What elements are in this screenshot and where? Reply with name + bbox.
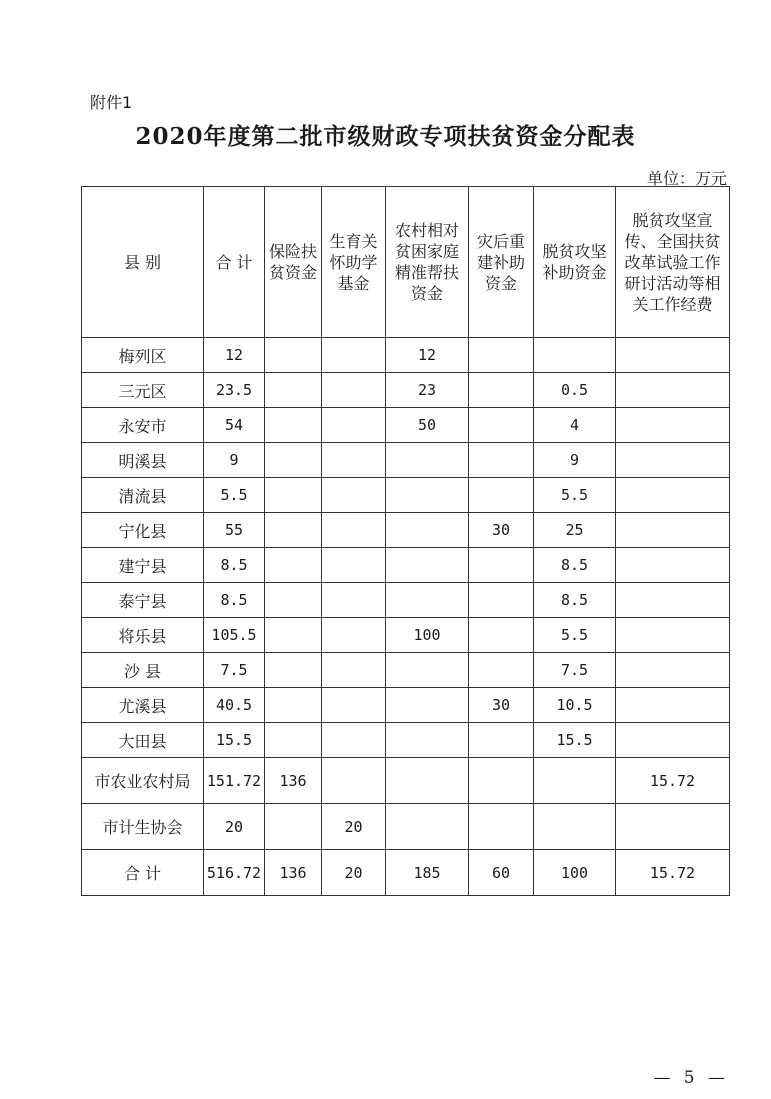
- cell-total: 5.5: [204, 478, 265, 513]
- cell-poverty-subsidy: 8.5: [534, 583, 616, 618]
- table-row: [82, 583, 730, 618]
- cell-birth-care: [322, 513, 386, 548]
- cell-disaster-rebuild: [469, 653, 534, 688]
- table-row: [82, 443, 730, 478]
- cell-publicity: [616, 373, 730, 408]
- cell-birth-care: [322, 723, 386, 758]
- cell-publicity: [616, 548, 730, 583]
- table-body: [82, 338, 730, 896]
- cell-total: 516.72: [204, 850, 265, 896]
- table-row: [82, 478, 730, 513]
- cell-insurance: [265, 513, 322, 548]
- table-row: [82, 618, 730, 653]
- cell-total: 20: [204, 804, 265, 850]
- cell-poverty-subsidy: 10.5: [534, 688, 616, 723]
- cell-disaster-rebuild: [469, 758, 534, 804]
- header-birth-care-fund: 生育关怀助学基金: [322, 187, 386, 338]
- table-row: [82, 338, 730, 373]
- cell-insurance: [265, 804, 322, 850]
- cell-poverty-subsidy: [534, 338, 616, 373]
- cell-poverty-subsidy: 8.5: [534, 548, 616, 583]
- cell-poverty-subsidy: 5.5: [534, 618, 616, 653]
- cell-publicity: [616, 408, 730, 443]
- cell-rural-assistance: [386, 688, 469, 723]
- cell-insurance: [265, 548, 322, 583]
- cell-publicity: [616, 688, 730, 723]
- cell-insurance: [265, 443, 322, 478]
- cell-insurance: 136: [265, 758, 322, 804]
- allocation-table: [81, 186, 730, 896]
- cell-insurance: [265, 653, 322, 688]
- cell-county: 市农业农村局: [82, 758, 204, 804]
- cell-insurance: [265, 478, 322, 513]
- cell-total: 9: [204, 443, 265, 478]
- cell-publicity: [616, 804, 730, 850]
- cell-total: 40.5: [204, 688, 265, 723]
- cell-county: 将乐县: [82, 618, 204, 653]
- cell-rural-assistance: [386, 478, 469, 513]
- cell-disaster-rebuild: [469, 618, 534, 653]
- cell-birth-care: [322, 338, 386, 373]
- cell-publicity: 15.72: [616, 850, 730, 896]
- table-row: [82, 548, 730, 583]
- cell-poverty-subsidy: 4: [534, 408, 616, 443]
- unit-label: 单位：万元: [646, 169, 727, 188]
- document-title: 2020年度第二批市级财政专项扶贫资金分配表: [135, 123, 636, 150]
- cell-disaster-rebuild: [469, 478, 534, 513]
- cell-birth-care: 20: [322, 804, 386, 850]
- cell-disaster-rebuild: 30: [469, 688, 534, 723]
- cell-birth-care: [322, 758, 386, 804]
- cell-county: 大田县: [82, 723, 204, 758]
- header-poverty-subsidy-fund: 脱贫攻坚补助资金: [534, 187, 616, 338]
- cell-county: 永安市: [82, 408, 204, 443]
- cell-birth-care: [322, 618, 386, 653]
- cell-disaster-rebuild: [469, 804, 534, 850]
- table-row: [82, 513, 730, 548]
- cell-county: 沙 县: [82, 653, 204, 688]
- cell-rural-assistance: 100: [386, 618, 469, 653]
- table-row: [82, 408, 730, 443]
- cell-birth-care: [322, 548, 386, 583]
- cell-total: 151.72: [204, 758, 265, 804]
- cell-rural-assistance: [386, 443, 469, 478]
- cell-poverty-subsidy: 100: [534, 850, 616, 896]
- cell-poverty-subsidy: 9: [534, 443, 616, 478]
- cell-disaster-rebuild: [469, 408, 534, 443]
- cell-publicity: [616, 583, 730, 618]
- cell-birth-care: [322, 443, 386, 478]
- table-row: [82, 653, 730, 688]
- cell-insurance: [265, 338, 322, 373]
- cell-birth-care: [322, 373, 386, 408]
- page-number: — 5 —: [653, 1068, 729, 1088]
- cell-county: 宁化县: [82, 513, 204, 548]
- attachment-label: 附件1: [90, 93, 133, 112]
- table-row: [82, 804, 730, 850]
- cell-total: 54: [204, 408, 265, 443]
- cell-rural-assistance: [386, 513, 469, 548]
- cell-total: 12: [204, 338, 265, 373]
- cell-poverty-subsidy: 0.5: [534, 373, 616, 408]
- cell-publicity: [616, 653, 730, 688]
- table-row: [82, 373, 730, 408]
- cell-county: 清流县: [82, 478, 204, 513]
- cell-publicity: [616, 338, 730, 373]
- cell-rural-assistance: [386, 653, 469, 688]
- cell-disaster-rebuild: [469, 443, 534, 478]
- cell-rural-assistance: 50: [386, 408, 469, 443]
- cell-publicity: [616, 723, 730, 758]
- cell-poverty-subsidy: 25: [534, 513, 616, 548]
- cell-total: 7.5: [204, 653, 265, 688]
- header-county: 县 别: [82, 187, 204, 338]
- cell-disaster-rebuild: 30: [469, 513, 534, 548]
- cell-insurance: [265, 583, 322, 618]
- cell-publicity: 15.72: [616, 758, 730, 804]
- cell-county: 明溪县: [82, 443, 204, 478]
- cell-birth-care: [322, 408, 386, 443]
- cell-rural-assistance: [386, 723, 469, 758]
- table-row: [82, 758, 730, 804]
- header-rural-assistance-fund: 农村相对贫困家庭精准帮扶资金: [386, 187, 469, 338]
- cell-insurance: 136: [265, 850, 322, 896]
- cell-insurance: [265, 373, 322, 408]
- cell-publicity: [616, 478, 730, 513]
- cell-county: 尤溪县: [82, 688, 204, 723]
- cell-poverty-subsidy: 5.5: [534, 478, 616, 513]
- cell-county: 建宁县: [82, 548, 204, 583]
- header-total: 合 计: [204, 187, 265, 338]
- cell-poverty-subsidy: 15.5: [534, 723, 616, 758]
- cell-total: 105.5: [204, 618, 265, 653]
- cell-insurance: [265, 688, 322, 723]
- cell-poverty-subsidy: 7.5: [534, 653, 616, 688]
- cell-county: 合 计: [82, 850, 204, 896]
- cell-rural-assistance: [386, 583, 469, 618]
- cell-county: 梅列区: [82, 338, 204, 373]
- cell-total: 8.5: [204, 583, 265, 618]
- cell-birth-care: [322, 583, 386, 618]
- cell-total: 55: [204, 513, 265, 548]
- cell-disaster-rebuild: 60: [469, 850, 534, 896]
- table-row: [82, 723, 730, 758]
- cell-total: 23.5: [204, 373, 265, 408]
- cell-total: 8.5: [204, 548, 265, 583]
- cell-disaster-rebuild: [469, 583, 534, 618]
- cell-disaster-rebuild: [469, 548, 534, 583]
- cell-publicity: [616, 443, 730, 478]
- cell-birth-care: [322, 478, 386, 513]
- cell-insurance: [265, 618, 322, 653]
- cell-poverty-subsidy: [534, 804, 616, 850]
- table-row: [82, 688, 730, 723]
- cell-insurance: [265, 723, 322, 758]
- cell-disaster-rebuild: [469, 723, 534, 758]
- cell-rural-assistance: [386, 758, 469, 804]
- cell-publicity: [616, 618, 730, 653]
- table-header-row: [82, 187, 730, 338]
- header-insurance-fund: 保险扶贫资金: [265, 187, 322, 338]
- cell-county: 泰宁县: [82, 583, 204, 618]
- cell-rural-assistance: 23: [386, 373, 469, 408]
- cell-disaster-rebuild: [469, 373, 534, 408]
- cell-birth-care: [322, 653, 386, 688]
- header-publicity-expenses: 脱贫攻坚宣传、全国扶贫改革试验工作研讨活动等相关工作经费: [616, 187, 730, 338]
- cell-rural-assistance: 185: [386, 850, 469, 896]
- cell-rural-assistance: 12: [386, 338, 469, 373]
- header-disaster-rebuild-fund: 灾后重建补助资金: [469, 187, 534, 338]
- cell-publicity: [616, 513, 730, 548]
- cell-birth-care: 20: [322, 850, 386, 896]
- cell-disaster-rebuild: [469, 338, 534, 373]
- cell-total: 15.5: [204, 723, 265, 758]
- cell-poverty-subsidy: [534, 758, 616, 804]
- cell-insurance: [265, 408, 322, 443]
- cell-county: 市计生协会: [82, 804, 204, 850]
- cell-rural-assistance: [386, 548, 469, 583]
- cell-rural-assistance: [386, 804, 469, 850]
- cell-birth-care: [322, 688, 386, 723]
- table-row: [82, 850, 730, 896]
- cell-county: 三元区: [82, 373, 204, 408]
